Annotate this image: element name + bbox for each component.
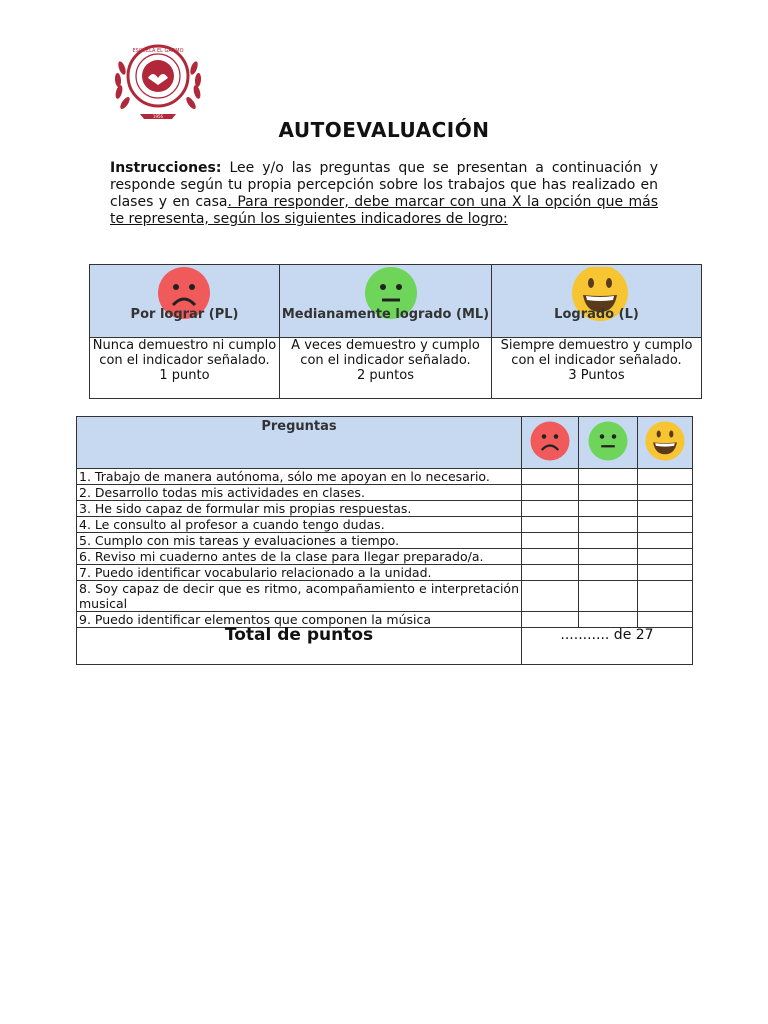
answer-cell-ml[interactable] (579, 581, 638, 612)
answer-cell-pl[interactable] (522, 533, 579, 549)
question-text: 9. Puedo identificar elementos que componen la música (77, 612, 522, 628)
instructions-label: Instrucciones: (110, 160, 222, 176)
question-text: 8. Soy capaz de decir que es ritmo, acompañamiento e interpretación musical (77, 581, 522, 612)
answer-cell-ml[interactable] (579, 485, 638, 501)
question-text: 6. Reviso mi cuaderno antes de la clase para llegar preparado/a. (77, 549, 522, 565)
answer-cell-ml[interactable] (579, 501, 638, 517)
answer-cell-ml[interactable] (579, 517, 638, 533)
page-title: AUTOEVALUACIÓN (278, 118, 490, 142)
indicator-points: 3 Puntos (568, 368, 625, 383)
indicator-description: A veces demuestro y cumplo con el indicador señalado. (291, 338, 480, 368)
answer-cell-l[interactable] (638, 501, 693, 517)
answer-cell-pl[interactable] (522, 469, 579, 485)
indicator-description: Nunca demuestro ni cumplo con el indicador señalado. (92, 338, 277, 368)
answer-cell-pl[interactable] (522, 517, 579, 533)
table-row (77, 549, 693, 565)
answer-cell-l[interactable] (638, 549, 693, 565)
answer-cell-pl[interactable] (522, 581, 579, 612)
question-text: 5. Cumplo con mis tareas y evaluaciones a tiempo. (77, 533, 522, 549)
instructions-underlined-text: . Para responder, debe marcar con una X la opción que más te representa, según los siguientes indicadores de logro: (110, 194, 658, 227)
indicator-header-l (492, 265, 702, 338)
answer-cell-pl[interactable] (522, 549, 579, 565)
answer-cell-l[interactable] (638, 533, 693, 549)
answer-cell-ml[interactable] (579, 469, 638, 485)
instructions (110, 160, 658, 228)
answer-cell-l[interactable] (638, 612, 693, 628)
table-row (77, 612, 693, 628)
indicator-description: Siempre demuestro y cumplo con el indicador señalado. (500, 338, 693, 368)
indicator-points: 2 puntos (357, 368, 414, 383)
answer-cell-ml[interactable] (579, 549, 638, 565)
school-logo (108, 40, 208, 120)
answer-cell-ml[interactable] (579, 612, 638, 628)
sad-face-icon (529, 420, 571, 462)
indicator-desc-ml (280, 338, 492, 399)
header-sad-face (522, 417, 579, 469)
question-text: 2. Desarrollo todas mis actividades en clases. (77, 485, 522, 501)
table-row (77, 581, 693, 612)
svg-text:1956: 1956 (152, 114, 164, 119)
total-value[interactable]: ........... de 27 (522, 628, 693, 665)
answer-cell-l[interactable] (638, 581, 693, 612)
answer-cell-l[interactable] (638, 469, 693, 485)
answer-cell-l[interactable] (638, 565, 693, 581)
table-row (77, 485, 693, 501)
answer-cell-l[interactable] (638, 517, 693, 533)
indicator-label-l: Logrado (L) (554, 307, 639, 322)
table-row (77, 501, 693, 517)
answer-cell-pl[interactable] (522, 565, 579, 581)
indicator-label-pl: Por lograr (PL) (130, 307, 239, 322)
question-text: 7. Puedo identificar vocabulario relacionado a la unidad. (77, 565, 522, 581)
header-neutral-face (579, 417, 638, 469)
question-text: 4. Le consulto al profesor a cuando tengo dudas. (77, 517, 522, 533)
neutral-face-icon (587, 420, 629, 462)
question-text: 1. Trabajo de manera autónoma, sólo me apoyan en lo necesario. (77, 469, 522, 485)
table-row (77, 565, 693, 581)
total-row (77, 628, 693, 665)
answer-cell-ml[interactable] (579, 533, 638, 549)
indicators-table (89, 264, 702, 399)
questions-header: Preguntas (77, 417, 522, 469)
indicator-desc-l (492, 338, 702, 399)
svg-text:ESCUELA EL GARMO: ESCUELA EL GARMO (132, 48, 184, 54)
indicator-header-pl (90, 265, 280, 338)
answer-cell-pl[interactable] (522, 485, 579, 501)
answer-cell-l[interactable] (638, 485, 693, 501)
header-happy-face (638, 417, 693, 469)
table-row (77, 533, 693, 549)
total-label: Total de puntos (77, 628, 522, 665)
question-text: 3. He sido capaz de formular mis propias respuestas. (77, 501, 522, 517)
indicator-points: 1 punto (159, 368, 210, 383)
answer-cell-ml[interactable] (579, 565, 638, 581)
answer-cell-pl[interactable] (522, 501, 579, 517)
table-row (77, 469, 693, 485)
instructions-text: Lee y/o las preguntas que se presentan a continuación y responde según tu propia percepción sobre los trabajos que has realizado en clases y en casa (110, 160, 658, 210)
indicator-desc-pl (90, 338, 280, 399)
answer-cell-pl[interactable] (522, 612, 579, 628)
table-row (77, 517, 693, 533)
happy-face-icon (644, 420, 686, 462)
indicator-label-ml: Medianamente logrado (ML) (281, 307, 490, 322)
indicator-header-ml (280, 265, 492, 338)
questions-table (76, 416, 693, 665)
